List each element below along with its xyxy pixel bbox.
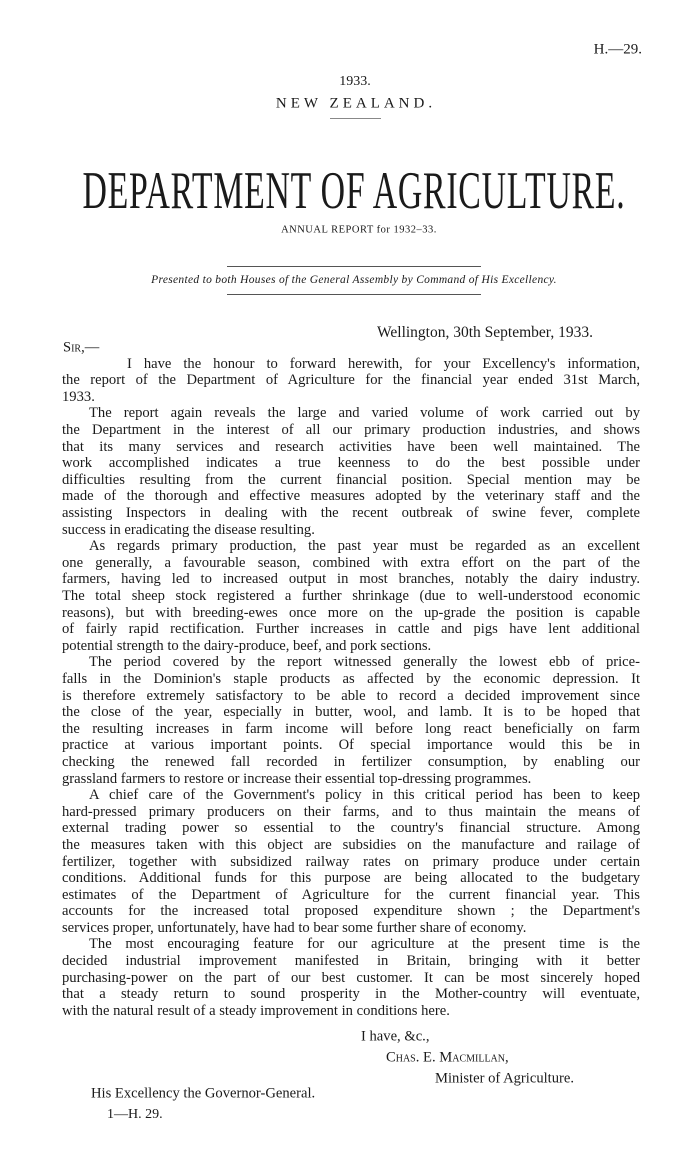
paragraph-line: of fairly rapid rectification. Further increases in cattle and pigs have lent additional bbox=[62, 621, 640, 638]
paragraph-line: that its many services and research activities have been well maintained. The bbox=[62, 438, 640, 455]
paragraph-line: reasons), but with breeding-ewes once more on the up-grade the position is capable bbox=[62, 604, 640, 621]
place-date: Wellington, 30th September, 1933. bbox=[377, 324, 593, 341]
page-title: DEPARTMENT OF AGRICULTURE. bbox=[82, 160, 626, 220]
report-year: 1933. bbox=[339, 74, 371, 89]
paragraph-line: is therefore extremely satisfactory to be able to record a decided improvement since bbox=[62, 687, 640, 704]
paragraph bbox=[62, 538, 640, 654]
paragraph-line: the measures taken with this object are subsidies on the manufacture and railage of bbox=[62, 836, 640, 853]
paragraph-line: checking the renewed fall recorded in fertilizer consumption, by enabling our bbox=[62, 753, 640, 770]
paragraph-line: the Department in the interest of all our primary production industries, and shows bbox=[62, 422, 640, 439]
paragraph-line: practice at various important points. Of special importance would this be in bbox=[62, 737, 640, 754]
paragraph-line: the report of the Department of Agriculture for the financial year ended 31st March, bbox=[62, 372, 640, 389]
paragraph-line: The total sheep stock registered a further shrinkage (due to well-understood economic bbox=[62, 588, 640, 604]
paragraph-line: success in eradicating the disease resulting. bbox=[62, 521, 315, 538]
paragraph-line: that a steady return to sound prosperity in the Mother-country will eventuate, bbox=[62, 986, 640, 1003]
footer-reference: 1—H. 29. bbox=[107, 1107, 163, 1122]
paragraph-line: the resulting increases in farm income will before long react beneficially on farm bbox=[62, 720, 640, 737]
paragraph-line: A chief care of the Government's policy in this critical period has been to keep bbox=[89, 787, 640, 804]
paragraph-line: accounts for the increased total proposed expenditure shown ; the Department's bbox=[62, 903, 640, 920]
paragraph-line: As regards primary production, the past year must be regarded as an excellent bbox=[89, 538, 640, 555]
paragraph-line: conditions. Additional funds for this purpose are being allocated to the budgetary bbox=[62, 870, 640, 887]
paragraph-line: made of the thorough and effective measures adopted by the veterinary staff and the bbox=[62, 488, 640, 505]
paragraph-line: purchasing-power on the part of our best customer. It can be most sincerely hoped bbox=[62, 969, 640, 986]
paragraph-line: farmers, having led to increased output in most branches, notably the dairy industry. bbox=[62, 571, 640, 588]
paragraph-line: The report again reveals the large and varied volume of work carried out by bbox=[89, 405, 640, 422]
paragraph-line: assisting Inspectors in dealing with the recent outbreak of swine fever, complete bbox=[62, 505, 640, 522]
paragraph-line: external trading power so essential to the country's financial structure. Among bbox=[62, 820, 640, 837]
document-reference: H.—29. bbox=[593, 41, 642, 58]
divider bbox=[227, 266, 481, 267]
paragraph-line: The most encouraging feature for our agriculture at the present time is the bbox=[89, 936, 640, 953]
closing: I have, &c., bbox=[361, 1028, 430, 1045]
signer-name: Chas. E. Macmillan, bbox=[386, 1049, 509, 1066]
paragraph bbox=[62, 654, 640, 787]
salutation: Sir,— bbox=[63, 339, 100, 356]
paragraph-line: potential strength to the dairy-produce, beef, and pork sections. bbox=[62, 637, 432, 654]
paragraph-line: fertilizer, together with subsidized railway rates on primary produce under certain bbox=[62, 853, 640, 870]
paragraph-line: difficulties resulting from the current financial position. Special mention may be bbox=[62, 471, 640, 488]
paragraph-line: services proper, unfortunately, have had to bear some further share of economy. bbox=[62, 919, 527, 936]
presented-note: Presented to both Houses of the General Assembly by Command of His Excellency. bbox=[151, 274, 557, 286]
paragraph-line: one generally, a favourable season, combined with extra effort on the part of the bbox=[62, 554, 640, 571]
paragraph-line: falls in the Dominion's staple products as affected by the economic depression. It bbox=[62, 670, 640, 687]
addressee: His Excellency the Governor-General. bbox=[91, 1085, 316, 1102]
paragraph bbox=[62, 405, 640, 538]
paragraph-line: the close of the year, especially in butter, wool, and lamb. It is to be hoped that bbox=[62, 704, 640, 721]
paragraph-line: work accomplished indicates a true keenness to do the best possible under bbox=[62, 455, 640, 472]
paragraph-line: decided industrial improvement manifested in Britain, bringing with it better bbox=[62, 953, 640, 970]
report-subtitle: ANNUAL REPORT for 1932–33. bbox=[281, 224, 437, 236]
divider bbox=[227, 294, 481, 295]
paragraph-line: estimates of the Department of Agriculture for the current financial year. This bbox=[62, 886, 640, 903]
paragraph-line: I have the honour to forward herewith, for your Excellency's information, bbox=[127, 355, 640, 372]
paragraph bbox=[62, 936, 640, 1019]
paragraph-line: grassland farmers to restore or increase their essential top-dressing programmes. bbox=[62, 770, 532, 787]
paragraph-line: with the natural result of a steady improvement in conditions here. bbox=[62, 1002, 450, 1019]
paragraph bbox=[62, 356, 640, 406]
paragraph bbox=[62, 787, 640, 936]
letter-body bbox=[62, 356, 640, 1020]
paragraph-line: The period covered by the report witnessed generally the lowest ebb of price- bbox=[89, 654, 640, 671]
paragraph-line: 1933. bbox=[62, 388, 95, 405]
divider bbox=[330, 118, 381, 119]
country-heading: NEW ZEALAND. bbox=[275, 95, 437, 112]
paragraph-line: hard-pressed primary producers on their farms, and to thus maintain the means of bbox=[62, 803, 640, 820]
signer-title: Minister of Agriculture. bbox=[435, 1070, 575, 1087]
